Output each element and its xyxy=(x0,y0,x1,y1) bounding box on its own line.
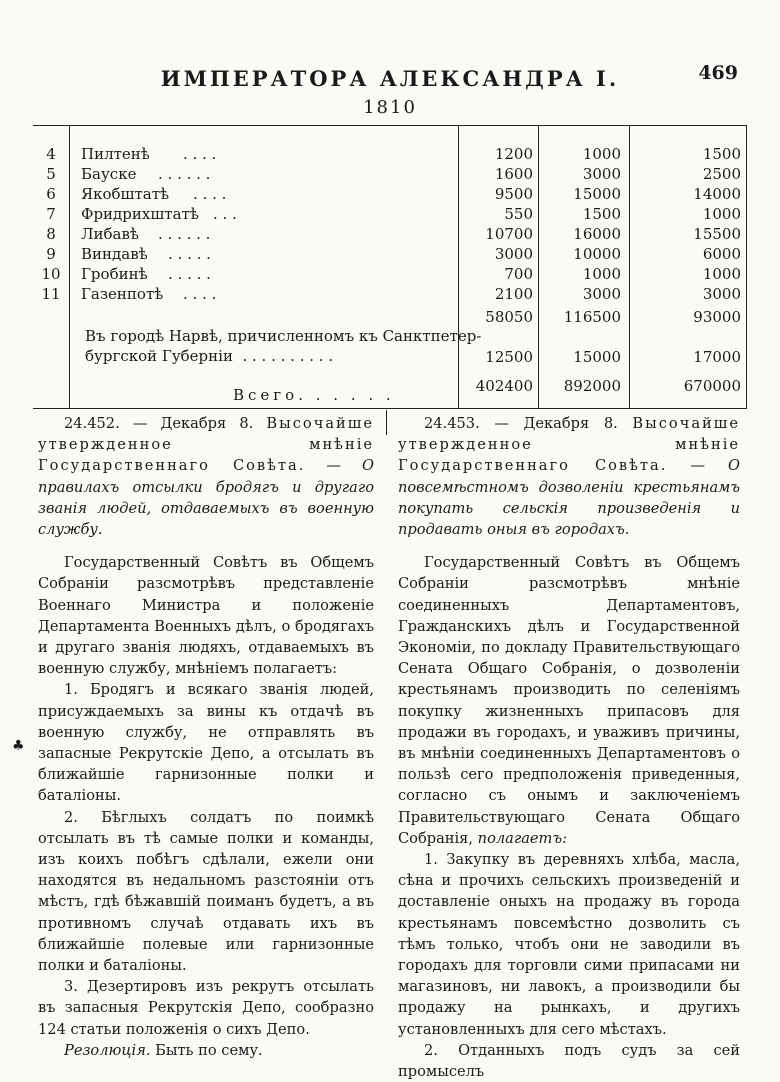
decree-number: 24.453. xyxy=(424,415,480,432)
decree-number: 24.452. xyxy=(64,415,120,432)
decree-intro: Государственный Совѣтъ въ Общемъ Собраніи разсмотрѣвъ представленіе Военнаго Министра и положеніе Департамента Военныхъ дѣлъ, о бродягахъ и другаго званія людяхъ, отдаваемыхъ въ военную службу, мнѣніемъ полагаетъ: xyxy=(38,554,374,678)
resolution: Резолюція. Быть по сему. xyxy=(64,1041,263,1059)
running-head: ИМПЕРАТОРА АЛЕКСАНДРА I. xyxy=(160,66,620,91)
table-row: 9 Виндавѣ . . . . . 3000 10000 6000 xyxy=(46,245,741,263)
narva-label-line1: Въ городѣ Нарвѣ, причисленномъ къ Санктпетер- xyxy=(85,327,482,345)
page-number: 469 xyxy=(698,62,738,84)
table-row: 5 Бауске . . . . . . 1600 3000 2500 xyxy=(46,165,741,183)
right-column xyxy=(398,413,740,1082)
decree-heading: 24.453. — Декабря 8. Высочайше утвержденное мнѣніе Государственнаго Совѣта. — О повсемѣстномъ дозволеніи крестьянамъ покупать сельскія произведенія и продавать оныя въ городахъ. xyxy=(398,415,740,539)
subtotal-row: 58050 116500 93000 xyxy=(485,308,741,326)
narva-row: 12500 15000 17000 xyxy=(485,348,741,366)
decree-intro: Государственный Совѣтъ въ Общемъ Собраніи разсмотрѣвъ мнѣніе соединенныхъ Департаментовъ, Гражданскихъ дѣлъ и Государственной Экономіи, по докладу Правительствующаго Сената Общаго Собранія, о дозволеніи крестьянамъ производить по селеніямъ покупку жизненныхъ припасовъ для продажи въ городахъ, и уваживъ причины, въ мнѣніи соединенныхъ Департаментовъ о пользѣ сего предположенія приведенныя, согласно съ онымъ и заключеніемъ Правительствующаго Сената Общаго Собранія, полагаетъ: xyxy=(398,554,740,847)
decree-heading: 24.452. — Декабря 8. Высочайше утвержденное мнѣніе Государственнаго Совѣта. — О правилахъ отсылки бродягъ и другаго званія людей, отдаваемыхъ въ военную службу. xyxy=(38,415,374,539)
decree-paragraph: 1. Закупку въ деревняхъ хлѣба, масла, сѣна и прочихъ сельскихъ произведеній и доставленіе оныхъ на продажу въ города крестьянамъ повсемѣстно дозволить съ тѣмъ только, чтобъ они не заводили въ городахъ для торговли сими припасами ни магазиновъ, ни лавокъ, а производили бы продажу на рынкахъ, и другихъ установленныхъ для сего мѣстахъ. xyxy=(398,851,740,1038)
margin-mark: ♣ xyxy=(12,738,25,754)
column-divider xyxy=(386,410,387,435)
table-row: 8 Либавѣ . . . . . . 10700 16000 15500 xyxy=(46,225,741,243)
left-column xyxy=(38,413,374,1061)
table-row: 6 Якобштатѣ . . . . 9500 15000 14000 xyxy=(46,185,741,203)
table-row: 4 Пилтенѣ . . . . 1200 1000 1500 xyxy=(46,145,741,163)
table-row: 11 Газенпотѣ . . . . 2100 3000 3000 xyxy=(41,285,741,303)
decree-paragraph: 2. Отданныхъ подъ судъ за сей промыселъ xyxy=(398,1041,740,1081)
table-row: 10 Гробинѣ . . . . . 700 1000 1000 xyxy=(41,265,741,283)
decree-paragraph: 3. Дезертировъ изъ рекрутъ отсылать въ запасныя Рекрутскія Депо, сообразно 124 статьи положенія о сихъ Депо. xyxy=(38,978,374,1038)
statistics-table xyxy=(33,125,747,409)
narva-label-line2: бургской Губерніи . . . . . . . . . . xyxy=(85,347,334,365)
decree-paragraph: 1. Бродягъ и всякаго званія людей, присуждаемыхъ за вины къ отдачѣ въ военную службу, не отправлять въ запасные Рекрутскіе Депо, а отсылать въ ближайшіе гарнизонные полки и баталіоны. xyxy=(38,681,374,805)
table-row: 7 Фридрихштатѣ . . . 550 1500 1000 xyxy=(46,205,741,223)
total-row: 402400 892000 670000 xyxy=(475,377,741,395)
year-heading: 1810 xyxy=(363,97,417,118)
total-label: Всего. . . . . . xyxy=(233,386,395,404)
decree-paragraph: 2. Бѣглыхъ солдатъ по поимкѣ отсылать въ тѣ самые полки и команды, изъ коихъ побѣгъ сдѣлали, ежели они находятся въ недальномъ разстояніи отъ мѣстъ, гдѣ бѣжавшій поиманъ будетъ, а въ противномъ случаѣ отдавать ихъ въ ближайшіе полевые или гарнизонные полки и баталіоны. xyxy=(38,808,374,975)
